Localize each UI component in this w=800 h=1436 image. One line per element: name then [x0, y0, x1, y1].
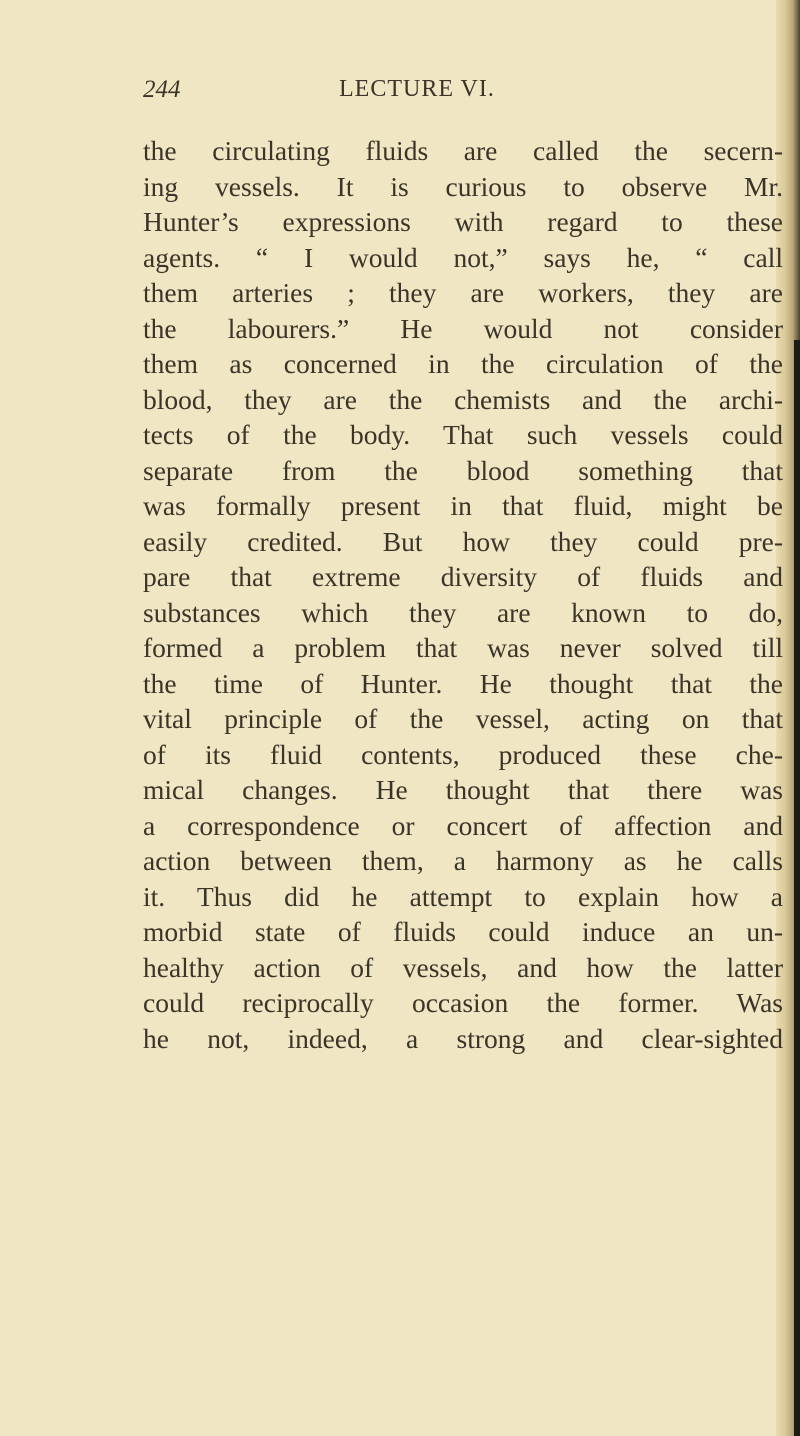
text-line: formed a problem that was never solved till [143, 632, 783, 663]
text-line: tects of the body. That such vessels could [143, 419, 783, 450]
text-line: action between them, a harmony as he calls [143, 845, 783, 876]
page-header [143, 76, 663, 110]
text-line: ing vessels. It is curious to observe Mr. [143, 170, 783, 202]
text-line: it. Thus did he attempt to explain how a [143, 880, 783, 912]
text-line: vital principle of the vessel, acting on that [143, 703, 783, 734]
text-line: of its fluid contents, produced these che- [143, 738, 783, 770]
running-title: LECTURE VI. [339, 76, 495, 102]
text-line: blood, they are the chemists and the archi- [143, 383, 783, 415]
text-line: was formally present in that fluid, might be [143, 490, 783, 521]
text-line: separate from the blood something that [143, 454, 783, 486]
page-body-text [143, 133, 783, 1056]
text-line: the labourers.” He would not consider [143, 312, 783, 344]
page-number: 244 [143, 76, 181, 103]
text-line: the circulating fluids are called the secern- [143, 135, 783, 166]
text-line: easily credited. But how they could pre- [143, 525, 783, 557]
page-shadow [794, 340, 800, 1436]
text-line: could reciprocally occasion the former. Was [143, 987, 783, 1018]
text-line: he not, indeed, a strong and clear-sighted [143, 1022, 783, 1054]
text-line: a correspondence or concert of affection and [143, 809, 783, 841]
text-line: the time of Hunter. He thought that the [143, 667, 783, 699]
text-line: pare that extreme diversity of fluids and [143, 561, 783, 592]
text-line: morbid state of fluids could induce an un- [143, 916, 783, 947]
text-line: Hunter’s expressions with regard to these [143, 206, 783, 237]
text-line: healthy action of vessels, and how the latter [143, 951, 783, 983]
text-line: agents. “ I would not,” says he, “ call [143, 241, 783, 273]
text-line: them arteries ; they are workers, they are [143, 277, 783, 308]
text-line: mical changes. He thought that there was [143, 774, 783, 805]
text-line: them as concerned in the circulation of the [143, 348, 783, 379]
text-line: substances which they are known to do, [143, 596, 783, 628]
